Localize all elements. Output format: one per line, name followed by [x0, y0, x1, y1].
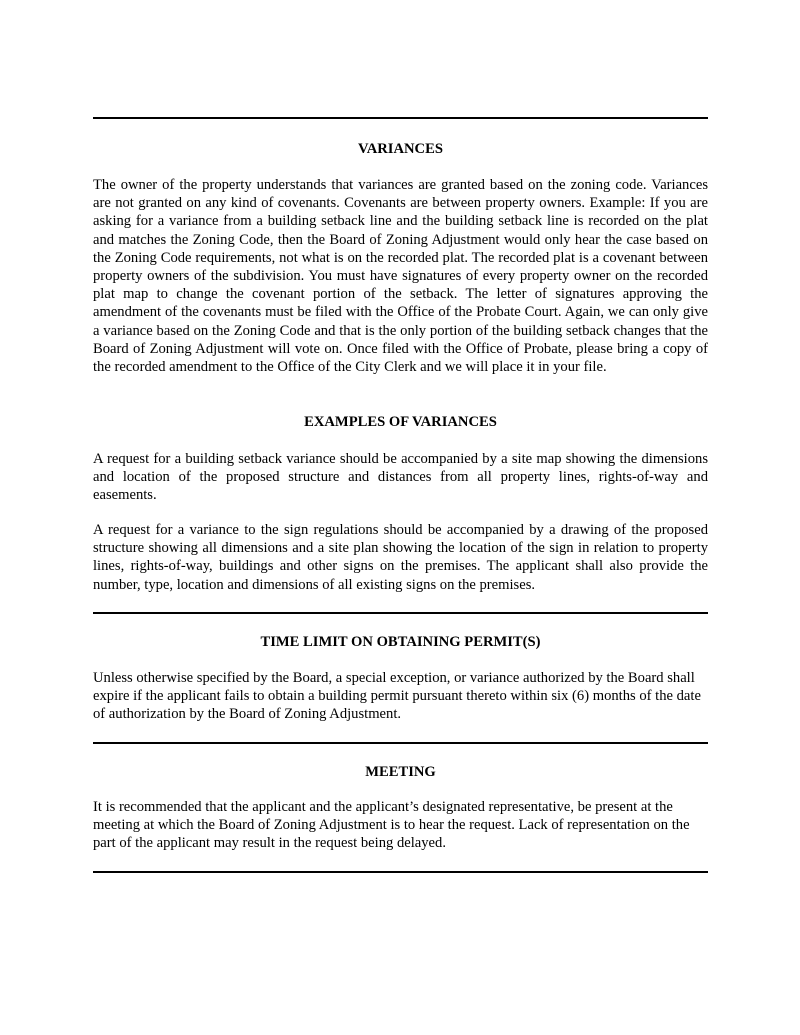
meeting-paragraph: It is recommended that the applicant and the applicant’s designated representative, be present at the meeting at which the Board of Zoning Adjustment is to hear the request. Lack of representation on the part of the applicant may result in the request being delayed. [93, 799, 690, 852]
examples-paragraph-setback: A request for a building setback variance should be accompanied by a site map showing the dimensions and location of the proposed structure and distances from all property lines, rights-of-way and easements. [93, 451, 708, 504]
bottom-divider [93, 871, 708, 873]
variances-paragraph: The owner of the property understands that variances are granted based on the zoning code. Variances are not granted on any kind of covenants. Covenants are between property owners. Example: If you are asking for a variance from a building setback line and the building setback line is recorded on the plat and matches the Zoning Code, then the Board of Zoning Adjustment would only hear the case based on the Zoning Code requirements, not what is on the recorded plat. The recorded plat is a covenant between property owners of the subdivision. You must have signatures of every property owner on the recorded plat map to change the covenant portion of the setback. The letter of signatures approving the amendment of the covenants must be filed with the Office of the Probate Court. Again, we can only give a variance based on the Zoning Code and that is the only portion of the building setback changes that the Board of Zoning Adjustment will vote on. Once filed with the Office of Probate, please bring a copy of the recorded amendment to the Office of the City Clerk and we will place it in your file. [93, 177, 708, 376]
meeting-heading: MEETING [365, 764, 436, 780]
divider-meeting [93, 742, 708, 744]
top-divider [93, 117, 708, 119]
examples-heading: EXAMPLES OF VARIANCES [304, 414, 497, 430]
time-limit-heading: TIME LIMIT ON OBTAINING PERMIT(S) [260, 634, 541, 650]
examples-paragraph-sign: A request for a variance to the sign regulations should be accompanied by a drawing of the proposed structure showing all dimensions and a site plan showing the location of the sign in relation to property lines, rights-of-way, buildings and other signs on the premises. The applicant shall also provide the number, type, location and dimensions of all existing signs on the premises. [93, 522, 708, 593]
variances-heading: VARIANCES [358, 141, 443, 157]
time-limit-paragraph: Unless otherwise specified by the Board, a special exception, or variance authorized by the Board shall expire if the applicant fails to obtain a building permit pursuant thereto within six (6) months of the date of authorization by the Board of Zoning Adjustment. [93, 670, 701, 723]
divider-time-limit [93, 612, 708, 614]
